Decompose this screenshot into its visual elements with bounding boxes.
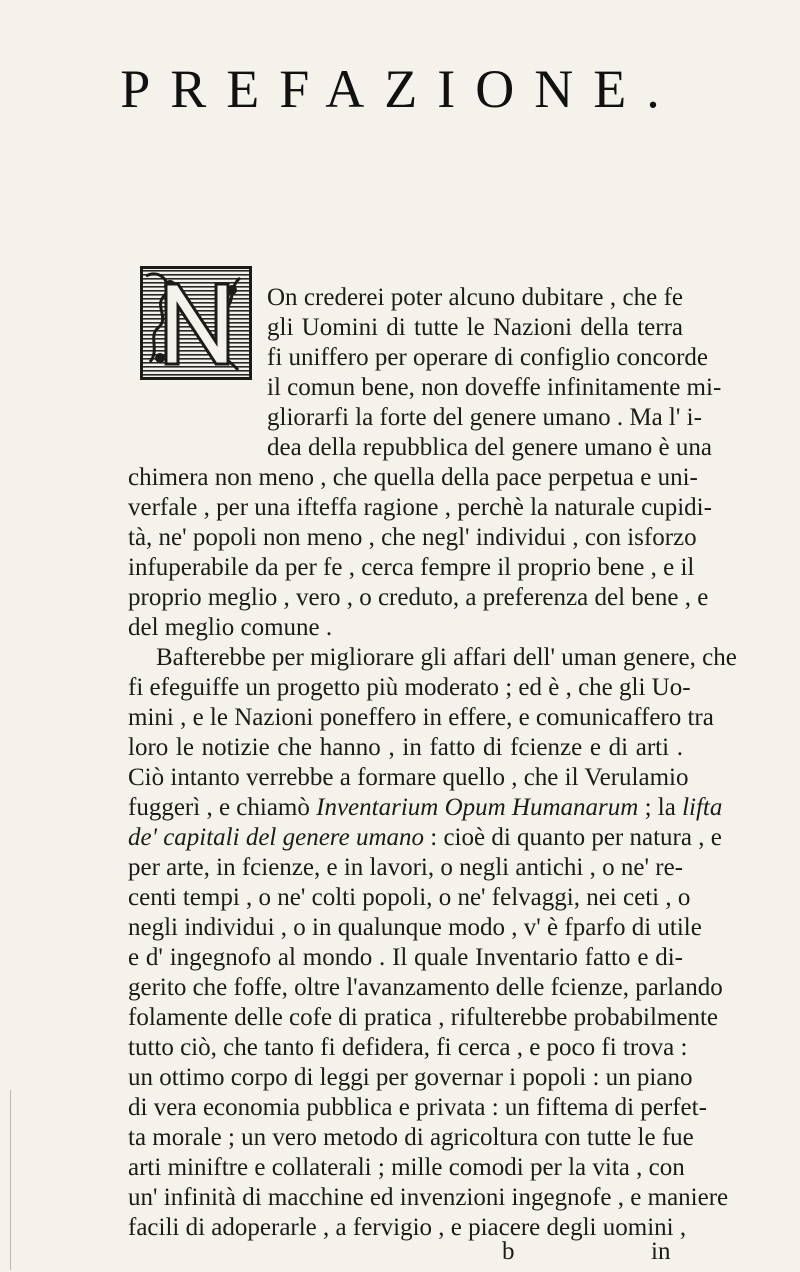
- text-line: folamente delle cofe di pratica , rifulterebbe probabilmente: [128, 1004, 719, 1031]
- text-line: gliorarfi la forte del genere umano . Ma l' i-: [267, 404, 702, 431]
- text-line: chimera non meno , che quella della pace perpetua e uni-: [128, 464, 698, 491]
- text-line: On crederei poter alcuno dubitare , che fe: [267, 284, 683, 311]
- text-line: fi uniffero per operare di configlio concorde: [267, 344, 709, 371]
- text-line: proprio meglio , vero , o creduto, a preferenza del bene , e: [128, 584, 709, 611]
- text-line: infuperabile da per fe , cerca fempre il proprio bene , e il: [128, 554, 695, 581]
- text-line: verfale , per una ifteffa ragione , perchè la naturale cupidi-: [128, 494, 712, 521]
- text-line: ta morale ; un vero metodo di agricoltura con tutte le fue: [128, 1124, 694, 1151]
- text-line: Ciò intanto verrebbe a formare quello , che il Verulamio: [128, 764, 689, 791]
- signature-mark: b: [502, 1238, 515, 1265]
- text-line: fuggerì , e chiamò Inventarium Opum Humanarum ; la lifta: [128, 794, 723, 821]
- text-line: dea della repubblica del genere umano è una: [267, 434, 712, 461]
- text-line: tà, ne' popoli non meno , che negl' individui , con isforzo: [128, 524, 697, 551]
- text-line: negli individui , o in qualunque modo , v' è fparfo di utile: [128, 914, 702, 941]
- text-line: Bafterebbe per migliorare gli affari dell' uman genere, che: [156, 644, 737, 671]
- text-line: facili di adoperarle , a fervigio , e piacere degli uomini ,: [128, 1214, 687, 1241]
- text-line: fi efeguiffe un progetto più moderato ; ed è , che gli Uo-: [128, 674, 691, 701]
- text-line: un ottimo corpo di leggi per governar i popoli : un piano: [128, 1064, 693, 1091]
- catchword: in: [651, 1238, 671, 1265]
- text-line: loro le notizie che hanno , in fatto di fcienze e di arti .: [128, 734, 683, 761]
- text-line: centi tempi , o ne' colti popoli, o ne' felvaggi, nei ceti , o: [128, 884, 691, 911]
- text-line: di vera economia pubblica e privata : un fiftema di perfet-: [128, 1094, 707, 1121]
- text-line: arti miniftre e collaterali ; mille comodi per la vita , con: [128, 1154, 685, 1181]
- page-title: PREFAZIONE.: [120, 59, 680, 119]
- text-line: del meglio comune .: [128, 614, 333, 641]
- decorated-initial: [140, 266, 252, 380]
- text-line: e d' ingegnofo al mondo . Il quale Inventario fatto e di-: [128, 944, 683, 971]
- text-line: il comun bene, non doveffe infinitamente mi-: [267, 374, 722, 401]
- text-line: mini , e le Nazioni poneffero in effere, e comunicaffero tra: [128, 704, 714, 731]
- text-line: gli Uomini di tutte le Nazioni della terra: [267, 314, 683, 341]
- page-edge-divider: [10, 1090, 11, 1270]
- text-line: de' capitali del genere umano : cioè di quanto per natura , e: [128, 824, 722, 851]
- text-line: tutto ciò, che tanto fi defidera, fi cerca , e poco fi trova :: [128, 1034, 688, 1061]
- text-line: un' infinità di macchine ed invenzioni ingegnofe , e maniere: [128, 1184, 729, 1211]
- text-line: per arte, in fcienze, e in lavori, o negli antichi , o ne' re-: [128, 854, 683, 881]
- text-line: gerito che foffe, oltre l'avanzamento delle fcienze, parlando: [128, 974, 723, 1001]
